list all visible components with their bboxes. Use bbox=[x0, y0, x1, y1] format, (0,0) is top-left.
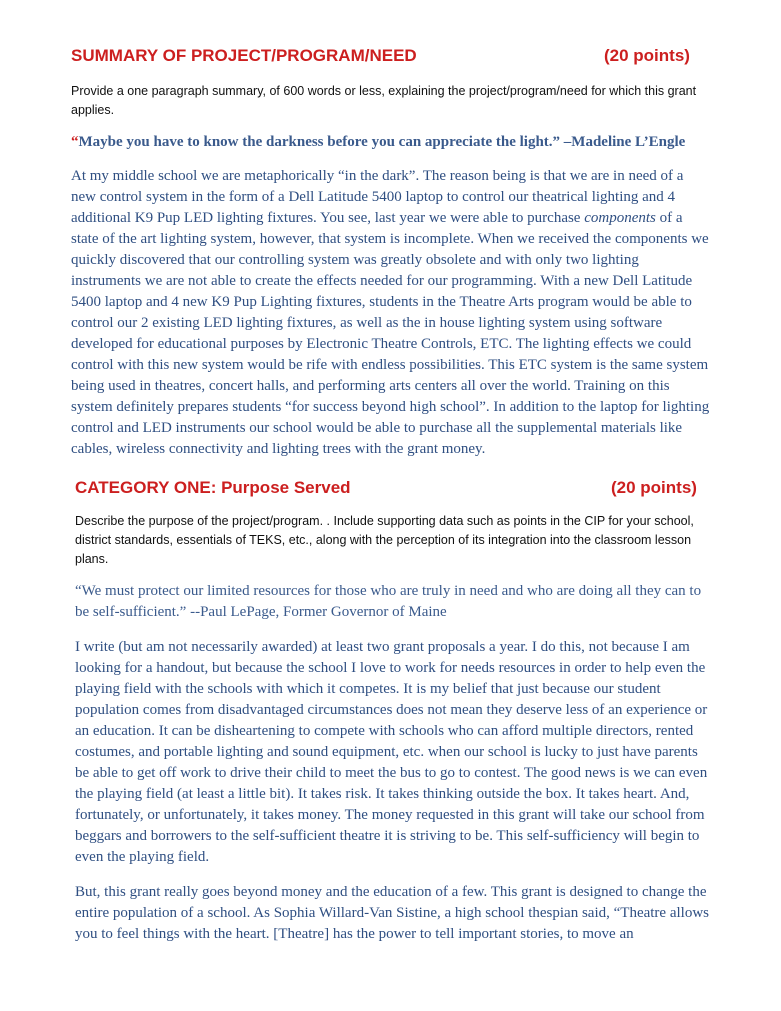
category-one-heading bbox=[75, 478, 351, 498]
category-one-points: (20 points) bbox=[611, 478, 697, 497]
summary-points: (20 points) bbox=[604, 46, 690, 65]
summary-instructions: Provide a one paragraph summary, of 600 words or less, explaining the project/program/need for which this grant applies. bbox=[71, 84, 697, 117]
summary-heading bbox=[71, 46, 417, 66]
category-one-paragraph-1: I write (but am not necessarily awarded) at least two grant proposals a year. I do this, not because I am looking for a handout, but because the school I love to work for needs resources in order to help even the playing field with the schools with which it competes. It is my belief that just because our student population comes from disadvantaged circumstances does not mean they deserve less of an experience or an education. It can be disheartening to compete with schools who can afford multiple directors, rented costumes, and portable lighting and sound equipment, etc. when our school is lucky to just have parents be able to get off work to drive their child to meet the bus to go to contest. The good news is we can even the playing field (at least a little bit). It takes risk. It takes thinking outside the box. It takes heart. And, fortunately, or unfortunately, it takes money. The money requested in this grant will take our school from beggars and borrowers to the self-sufficient theatre it is striving to be. This self-sufficiency will begin to even the playing field. bbox=[75, 639, 708, 865]
summary-paragraph: At my middle school we are metaphorically “in the dark”. The reason being is that we are in need of a new control system in the form of a Dell Latitude 5400 laptop to control our theatrical lighting and 4 additional K9 Pup LED lighting fixtures. You see, last year we were able to purchase components of a state of the art lighting system, however, that system is incomplete. When we received the components we quickly discovered that our controlling system was greatly obsolete and with only two lighting instruments we are not able to create the effects needed for our programming. With a new Dell Latitude 5400 laptop and 4 new K9 Pup Lighting fixtures, students in the Theatre Arts program would be able to control our 2 existing LED lighting fixtures, as well as the in house lighting system using software developed for educational purposes by Electronic Theatre Controls, ETC. The lighting effects we could control with this new system would be rife with endless possibilities. This ETC system is the same system being used in theatres, concert halls, and performing arts centers all over the world. Training on this system definitely prepares students “for success beyond high school”. In addition to the laptop for lighting control and LED instruments our school would be able to purchase all the supplemental materials like cables, wireless connectivity and lighting trees with the grant money. bbox=[71, 168, 710, 457]
category-one-quote: “We must protect our limited resources for those who are truly in need and who are doing all they can to be self-sufficient.” --Paul LePage, Former Governor of Maine bbox=[75, 583, 702, 620]
category-one-title: CATEGORY ONE: Purpose Served bbox=[75, 478, 351, 497]
category-one-instructions: Describe the purpose of the project/program. . Include supporting data such as points in the CIP for your school, district standards, essentials of TEKS, etc., along with the perception of its integration into the classroom lesson plans. bbox=[75, 514, 694, 566]
summary-title: SUMMARY OF PROJECT/PROGRAM/NEED bbox=[71, 46, 417, 65]
summary-quote-mark: “ bbox=[71, 134, 79, 150]
summary-quote-text: Maybe you have to know the darkness before you can appreciate the light.” –Madeline L’Engle bbox=[78, 134, 686, 150]
category-one-paragraph-2: But, this grant really goes beyond money and the education of a few. This grant is designed to change the entire population of a school. As Sophia Willard-Van Sistine, a high school thespian said, “Theatre allows you to feel things with the heart. [Theatre] has the power to tell important stories, to move an bbox=[75, 884, 709, 942]
summary-quote bbox=[71, 132, 721, 153]
emphasis-components: components bbox=[584, 210, 656, 226]
